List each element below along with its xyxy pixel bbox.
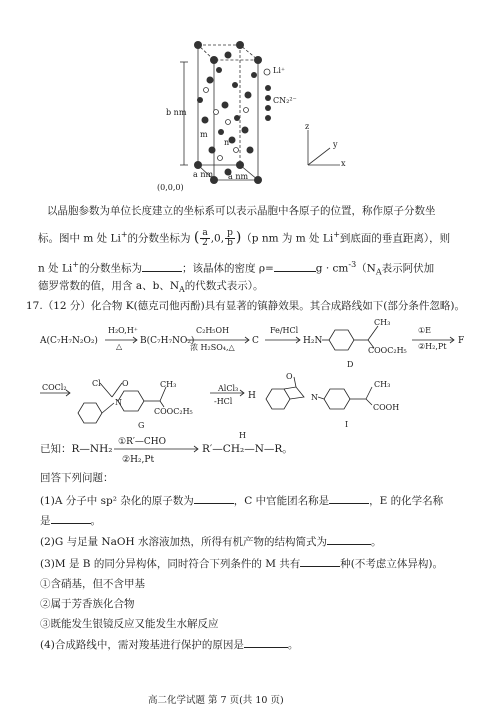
origin-label: (0,0,0) [157,183,184,192]
axis-y-label: y [333,140,338,149]
g-n: N [115,398,122,407]
known-reactant: 已知：R—NH₂ [40,443,113,455]
k-label: I [345,420,349,429]
cn-legend-icon [265,85,271,121]
k-ch3: CH₃ [374,380,391,389]
condition-1: ①含硝基，但不含甲基 [40,578,145,590]
compound-d-label: D [347,360,354,369]
answer-blank[interactable] [142,262,182,272]
intro-line-2: 标。图中 m 处 Li+的分数坐标为 ( $\frac{a}{2}$ ,0, $\frac{p}{b}$ )（p nm 为 m 处 Li+到底面的垂直距离），则 [38,228,451,248]
question-1-cont: 是 。 [40,515,101,527]
reagent-cocl2: COCl₂ [42,383,67,392]
arrow2-top: C₂H₅OH [196,326,230,335]
legend-cn: CN₂²⁻ [273,96,297,105]
li-legend-icon [264,69,270,75]
g-ch3: CH₃ [160,380,177,389]
intro-line-3: n 处 Li+的分数坐标为 ；该晶体的密度 $\rho= g \cdot cm^{-3}(N_A$表示阿伏加 [38,260,435,277]
answer-blank[interactable] [274,262,316,272]
axis-z-label: z [305,122,310,131]
legend-li: Li⁺ [273,66,286,75]
known-product: R′—CH₂—N—R。 [202,443,293,455]
answer-blank[interactable] [51,514,91,524]
arrow1-bot: △ [116,342,123,351]
page-footer: 高二化学试题 第 7 页(共 10 页) [148,695,284,706]
k-acid: COOH [373,403,400,412]
k-n: N [311,393,318,402]
arrow4-bot: ②H₂,Pt [418,342,447,351]
intro-line-1: 以晶胞参数为单位长度建立的坐标系可以表示晶胞中各原子的位置，称作原子分数坐 [47,205,436,217]
compound-a: A(C₇H₇N₂O₂) [40,336,98,346]
answer-heading: 回答下列问题： [40,472,114,484]
intro-line-4: 德罗常数的值，用含 a、b、$N_A$的代数式表示）。 [38,280,264,295]
compound-h: H [248,391,256,401]
k-o: O [286,372,293,381]
known-arrow-bot: ②H₂,Pt [122,455,155,465]
question-1: (1)A 分子中 sp² 杂化的原子数为 ，C 中官能团名称是 ，E 的化学名称 [40,495,444,507]
compound-d-nh2: H₂N [303,336,323,346]
compound-c: C [252,336,259,346]
answer-blank[interactable] [244,638,288,648]
g-ester: COOC₂H₅ [154,407,193,416]
dim-a1: a nm [193,170,214,179]
arrow4-top: ①E [418,326,432,335]
condition-2: ②属于芳香族化合物 [40,598,135,610]
question-4: (4)合成路线中，需对羧基进行保护的原因是 。 [40,639,299,651]
known-h: H [239,431,246,440]
scheme-row-2 [0,375,491,435]
arrow2-bot: 浓 H₂SO₄,△ [190,343,235,352]
dim-height: b nm [166,108,187,117]
compound-b: B(C₇H₇NO₂) [140,336,195,346]
dim-a2: a nm [228,172,249,181]
point-n: n [224,138,230,147]
g-cl: Cl [92,379,101,388]
condition-3: ③既能发生银镜反应又能发生水解反应 [40,618,219,630]
known-arrow-top: ①R′—CHO [118,437,167,447]
point-m: m [200,130,208,139]
q17-title: 17.（12 分）化合物 K(德克司他丙酚)具有显著的镇静效果。其合成路线如下(部分条件忽略)。 [26,300,465,312]
answer-blank[interactable] [194,494,234,504]
answer-blank[interactable] [300,557,340,567]
arrow5-top: AlCl₃ [218,384,239,393]
arrow1-top: H₂O,H⁺ [108,326,139,335]
compound-d-ester: COOC₂H₅ [368,346,407,355]
atom-dots [194,41,262,184]
question-2: (2)G 与足量 NaOH 水溶液加热，所得有机产物的结构简式为 。 [40,536,382,548]
answer-blank[interactable] [329,494,369,504]
question-3: (3)M 是 B 的同分异构体，同时符合下列条件的 M 共有 种(不考虑立体异构)。 [40,558,443,570]
crystal-cell-figure [0,0,491,200]
compound-f: F [458,336,465,346]
known-arrow [114,443,214,455]
answer-blank[interactable] [327,535,371,545]
compound-d-ch3: CH₃ [374,318,391,327]
arrow5-bot: -HCl [214,397,233,406]
g-o: O [122,379,129,388]
arrow3-top: Fe/HCl [270,326,299,335]
axis-x-label: x [341,159,346,168]
g-label: G [138,421,145,430]
